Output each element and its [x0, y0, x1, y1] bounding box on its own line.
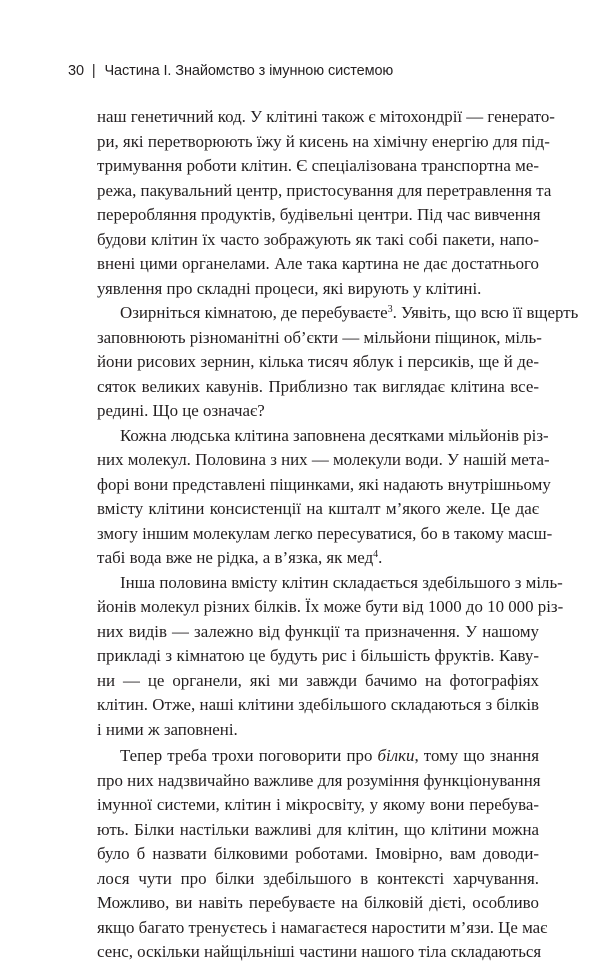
text-line: тримування роботи клітин. Є спеціалізована транспортна ме- — [97, 156, 539, 175]
text-line: сенс, оскільки найщільніші частини нашого тіла складаються — [97, 942, 542, 961]
text-line: Можливо, ви навіть перебуваєте на білковій дієті, особливо — [97, 893, 539, 912]
paragraph-3 — [97, 424, 553, 571]
text-line: форі вони представлені піщинками, які надають внутрішньому — [97, 474, 551, 494]
text-line: режа, пакувальний центр, пристосування для перетравлення та — [97, 180, 552, 200]
text-line: них видів — залежно від функції та призначення. У нашому — [97, 621, 539, 641]
text-run: . Уявіть, що всю її вщерть — [392, 303, 579, 322]
text-line: них молекул. Половина з них — молекули води. У нашій мета- — [97, 450, 550, 469]
text-line: лося чути про білки здебільшого в контексті харчування. — [97, 868, 539, 888]
footnote-ref: 3 — [387, 304, 393, 315]
text-line: уявлення про складні процеси, які вирують у клітині. — [97, 278, 482, 298]
text-run: , тому що знання — [414, 746, 539, 765]
text-line: було б назвати білковими роботами. Імовірно, вам доводи- — [97, 844, 539, 863]
paragraph-2 — [97, 301, 579, 424]
text-run: . — [378, 548, 383, 567]
text-line: йонів молекул різних білків. Їх може бути від 1000 до 10 000 різ- — [97, 597, 564, 616]
text-run: табі вода вже не рідка, а в’язка, як мед — [97, 548, 374, 567]
text-line — [97, 744, 539, 769]
text-line: вмісту клітини консистенції на кшталт м’якого желе. Це дає — [97, 499, 539, 518]
text-run: Тепер треба трохи поговорити про — [120, 746, 378, 765]
text-line: клітин. Отже, наші клітини здебільшого складаються з білків — [97, 695, 539, 714]
text-line: йони рисових зернин, кілька тисяч яблук і персиків, ще й де- — [97, 352, 539, 371]
text-line: прикладі з кімнатою це будуть рис і більшість фруктів. Каву- — [97, 646, 539, 665]
paragraph-1 — [97, 105, 555, 301]
text-line: сяток великих кавунів. Приблизно так виглядає клітина все- — [97, 376, 539, 396]
text-line: редині. Що це означає? — [97, 401, 265, 420]
paragraph-4 — [97, 571, 564, 743]
text-line: про них надзвичайно важливе для розуміння функціонування — [97, 770, 541, 790]
text-line: будови клітин їх часто зображують як такі собі пакети, напо- — [97, 229, 539, 249]
emphasis: білки — [377, 746, 415, 765]
text-line: імунної системи, клітин і мікросвіту, у якому вони перебува- — [97, 795, 539, 814]
text-line — [97, 301, 579, 326]
footnote-ref: 4 — [373, 549, 379, 560]
text-line: якщо багато тренуєтесь і намагаєтеся наростити м’язи. Це має — [97, 917, 548, 937]
running-header — [68, 63, 393, 79]
paragraph-5 — [97, 744, 548, 965]
text-line: Інша половина вмісту клітин складається здебільшого з міль- — [120, 572, 563, 592]
page-number: 30 — [68, 63, 84, 79]
chapter-title: Частина I. Знайомство з імунною системою — [104, 63, 394, 79]
text-run: Озирніться кімнатою, де перебуваєте — [120, 303, 388, 322]
text-line: Кожна людська клітина заповнена десятками мільйонів різ- — [120, 425, 549, 445]
text-line: наш генетичний код. У клітині також є мітохондрії — генерато- — [97, 107, 555, 126]
header-separator: | — [91, 63, 96, 79]
text-line: змогу іншим молекулам легко пересуватися, бо в такому масш- — [97, 523, 553, 543]
text-line: переробляння продуктів, будівельні центри. Під час вивчення — [97, 205, 541, 224]
text-line: заповнюють різноманітні об’єкти — мільйони піщинок, міль- — [97, 327, 542, 347]
text-line: ють. Білки настільки важливі для клітин, що клітини можна — [97, 819, 539, 839]
text-line — [97, 546, 539, 571]
text-line: і ними ж заповнені. — [97, 719, 238, 739]
body-text — [97, 105, 579, 965]
text-line: ри, які перетворюють їжу й кисень на хімічну енергію для під- — [97, 131, 550, 151]
text-line: внені цими органелами. Але така картина не дає достатнього — [97, 254, 539, 273]
text-line: ни — це органели, які ми завжди бачимо на фотографіях — [97, 670, 539, 690]
